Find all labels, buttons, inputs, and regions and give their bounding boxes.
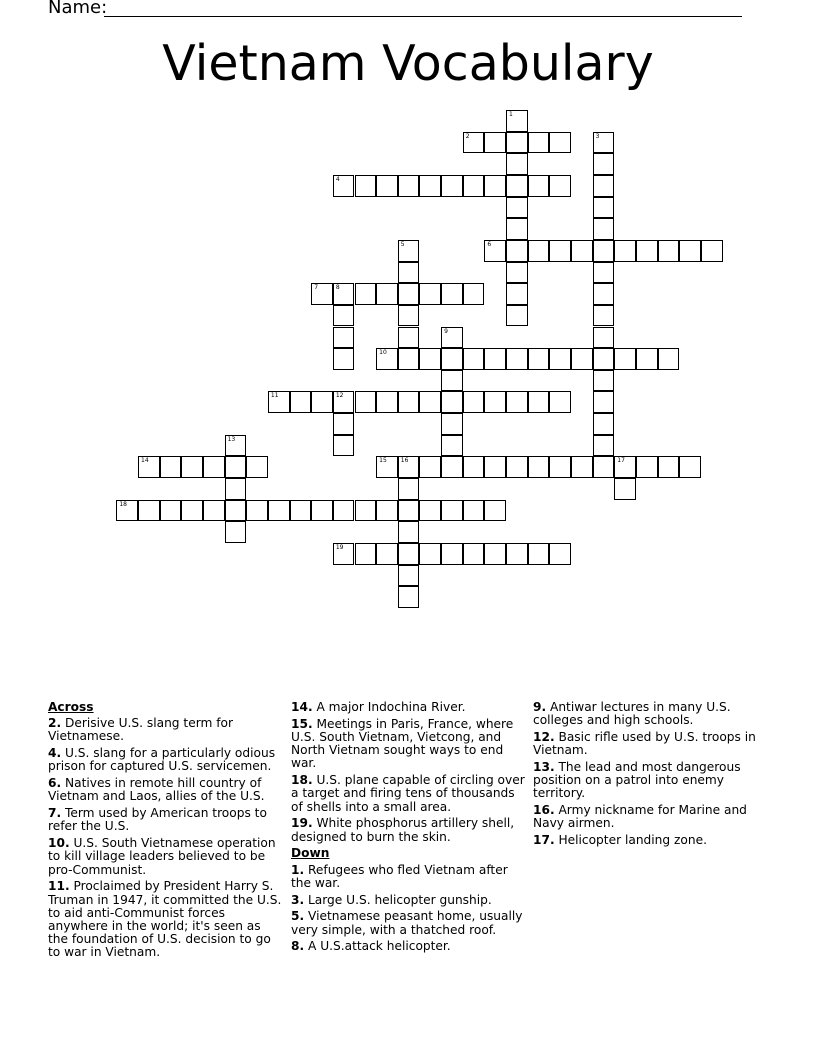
clue-down-3 bbox=[291, 894, 525, 907]
grid-cell[interactable] bbox=[484, 240, 506, 262]
across-heading: Across bbox=[48, 700, 94, 714]
clue-across-18 bbox=[291, 774, 525, 814]
clue-across-2 bbox=[48, 717, 282, 743]
clue-text: A major Indochina River. bbox=[316, 700, 466, 714]
clue-text: Army nickname for Marine and Navy airmen. bbox=[533, 803, 747, 831]
clue-number: 19. bbox=[291, 816, 313, 831]
grid-cell[interactable] bbox=[376, 456, 398, 478]
grid-cell[interactable] bbox=[484, 391, 506, 413]
grid-cell[interactable] bbox=[636, 456, 658, 478]
clue-text: U.S. South Vietnamese operation to kill village leaders believed to be pro-Communist. bbox=[48, 836, 276, 877]
grid-cell[interactable] bbox=[376, 500, 398, 522]
grid-cell[interactable] bbox=[571, 456, 593, 478]
cell-number: 3 bbox=[595, 132, 600, 140]
clue-text: Derisive U.S. slang term for Vietnamese. bbox=[48, 716, 233, 744]
grid-cell[interactable] bbox=[225, 521, 247, 543]
grid-cell[interactable] bbox=[441, 500, 463, 522]
grid-cell[interactable] bbox=[290, 500, 312, 522]
grid-cell[interactable] bbox=[376, 391, 398, 413]
grid-cell[interactable] bbox=[441, 175, 463, 197]
clue-across-11 bbox=[48, 880, 282, 959]
grid-cell[interactable] bbox=[593, 305, 615, 327]
clue-text: U.S. slang for a particularly odious prison for captured U.S. servicemen. bbox=[48, 746, 276, 774]
cell-number: 8 bbox=[335, 284, 340, 292]
grid-cell[interactable] bbox=[160, 500, 182, 522]
grid-cell[interactable] bbox=[333, 175, 355, 197]
clue-text: Helicopter landing zone. bbox=[558, 833, 707, 848]
grid-cell[interactable] bbox=[593, 132, 615, 154]
grid-cell[interactable] bbox=[484, 348, 506, 370]
clue-down-5 bbox=[291, 910, 525, 936]
grid-cell[interactable] bbox=[441, 391, 463, 413]
grid-cell[interactable] bbox=[398, 391, 420, 413]
clue-number: 5. bbox=[291, 909, 305, 924]
grid-cell[interactable] bbox=[506, 197, 528, 219]
grid-cell[interactable] bbox=[333, 500, 355, 522]
grid-cell[interactable] bbox=[419, 283, 441, 305]
clue-across-10 bbox=[48, 837, 282, 877]
grid-cell[interactable] bbox=[571, 240, 593, 262]
grid-cell[interactable] bbox=[441, 413, 463, 435]
grid-cell[interactable] bbox=[658, 348, 680, 370]
clue-text: The lead and most dangerous position on a patrol into enemy territory. bbox=[533, 760, 741, 801]
grid-cell[interactable] bbox=[484, 456, 506, 478]
grid-cell[interactable] bbox=[463, 500, 485, 522]
clue-number: 12. bbox=[533, 730, 555, 744]
cell-number: 5 bbox=[400, 240, 405, 248]
cell-number: 19 bbox=[335, 544, 344, 551]
grid-cell[interactable] bbox=[506, 240, 528, 262]
clue-text: Natives in remote hill country of Vietnam and Laos, allies of the U.S. bbox=[48, 776, 265, 804]
grid-cell[interactable] bbox=[506, 153, 528, 175]
grid-cell[interactable] bbox=[484, 543, 506, 565]
cell-number: 7 bbox=[314, 284, 319, 292]
grid-cell[interactable] bbox=[506, 110, 528, 132]
grid-cell[interactable] bbox=[225, 478, 247, 500]
clue-number: 10. bbox=[48, 836, 70, 851]
grid-cell[interactable] bbox=[528, 132, 550, 154]
grid-cell[interactable] bbox=[614, 478, 636, 500]
grid-cell[interactable] bbox=[225, 456, 247, 478]
grid-cell[interactable] bbox=[593, 413, 615, 435]
clue-down-1 bbox=[291, 864, 525, 890]
grid-cell[interactable] bbox=[506, 348, 528, 370]
grid-cell[interactable] bbox=[593, 435, 615, 457]
clue-number: 2. bbox=[48, 716, 62, 731]
grid-cell[interactable] bbox=[593, 456, 615, 478]
grid-cell[interactable] bbox=[593, 391, 615, 413]
grid-cell[interactable] bbox=[376, 348, 398, 370]
grid-cell[interactable] bbox=[398, 283, 420, 305]
grid-cell[interactable] bbox=[311, 391, 333, 413]
grid-cell[interactable] bbox=[203, 500, 225, 522]
grid-cell[interactable] bbox=[398, 586, 420, 608]
grid-cell[interactable] bbox=[614, 456, 636, 478]
clue-number: 4. bbox=[48, 746, 62, 761]
grid-cell[interactable] bbox=[636, 240, 658, 262]
cell-number: 15 bbox=[379, 457, 387, 465]
clues-column-2 bbox=[291, 701, 525, 957]
grid-cell[interactable] bbox=[441, 327, 463, 349]
grid-cell[interactable] bbox=[614, 240, 636, 262]
cell-number: 6 bbox=[487, 240, 492, 248]
grid-cell[interactable] bbox=[506, 262, 528, 284]
clue-number: 9. bbox=[533, 700, 547, 714]
grid-cell[interactable] bbox=[376, 543, 398, 565]
grid-cell[interactable] bbox=[333, 305, 355, 327]
grid-cell[interactable] bbox=[679, 240, 701, 262]
clue-down-16 bbox=[533, 804, 769, 830]
grid-cell[interactable] bbox=[398, 565, 420, 587]
grid-cell[interactable] bbox=[593, 153, 615, 175]
grid-cell[interactable] bbox=[463, 391, 485, 413]
grid-cell[interactable] bbox=[506, 456, 528, 478]
grid-cell[interactable] bbox=[333, 435, 355, 457]
clue-text: Antiwar lectures in many U.S. colleges and high schools. bbox=[533, 700, 731, 728]
grid-cell[interactable] bbox=[225, 435, 247, 457]
grid-cell[interactable] bbox=[398, 262, 420, 284]
clues-column-1 bbox=[48, 701, 282, 963]
grid-cell[interactable] bbox=[506, 218, 528, 240]
clue-text: Meetings in Paris, France, where U.S. South Vietnam, Vietcong, and North Vietnam sought ways to end war. bbox=[291, 716, 514, 771]
grid-cell[interactable] bbox=[549, 240, 571, 262]
cell-number: 17 bbox=[617, 457, 625, 465]
cell-number: 1 bbox=[509, 111, 513, 118]
cell-number: 11 bbox=[270, 392, 279, 400]
grid-cell[interactable] bbox=[246, 500, 268, 522]
clue-number: 17. bbox=[533, 833, 555, 848]
cell-number: 13 bbox=[227, 435, 236, 443]
grid-cell[interactable] bbox=[484, 175, 506, 197]
grid-cell[interactable] bbox=[506, 543, 528, 565]
cell-number: 14 bbox=[141, 457, 149, 465]
grid-cell[interactable] bbox=[398, 327, 420, 349]
grid-cell[interactable] bbox=[549, 132, 571, 154]
grid-cell[interactable] bbox=[571, 348, 593, 370]
grid-cell[interactable] bbox=[463, 543, 485, 565]
clue-text: White phosphorus artillery shell, designed to burn the skin. bbox=[291, 816, 515, 844]
cell-number: 4 bbox=[335, 175, 340, 183]
grid-cell[interactable] bbox=[506, 391, 528, 413]
grid-cell[interactable] bbox=[138, 500, 160, 522]
grid-cell[interactable] bbox=[593, 175, 615, 197]
grid-cell[interactable] bbox=[484, 132, 506, 154]
grid-cell[interactable] bbox=[484, 500, 506, 522]
grid-cell[interactable] bbox=[376, 283, 398, 305]
grid-cell[interactable] bbox=[549, 456, 571, 478]
grid-cell[interactable] bbox=[463, 456, 485, 478]
clue-number: 16. bbox=[533, 803, 555, 818]
clue-across-6 bbox=[48, 777, 282, 803]
grid-cell[interactable] bbox=[593, 262, 615, 284]
grid-cell[interactable] bbox=[290, 391, 312, 413]
grid-cell[interactable] bbox=[311, 500, 333, 522]
clue-down-8 bbox=[291, 940, 525, 953]
clue-text: Large U.S. helicopter gunship. bbox=[308, 892, 492, 907]
clue-text: Proclaimed by President Harry S. Truman in 1947, it committed the U.S. to aid anti-Communist forces anywhere in the world; it's seen as the foundation of U.S. decision to go to war in Vietnam. bbox=[48, 879, 282, 960]
grid-cell[interactable] bbox=[398, 240, 420, 262]
grid-cell[interactable] bbox=[398, 543, 420, 565]
down-heading: Down bbox=[291, 846, 330, 861]
cell-number: 18 bbox=[119, 500, 127, 508]
grid-cell[interactable] bbox=[333, 543, 355, 565]
grid-cell[interactable] bbox=[463, 283, 485, 305]
grid-cell[interactable] bbox=[658, 240, 680, 262]
grid-cell[interactable] bbox=[441, 348, 463, 370]
grid-cell[interactable] bbox=[506, 132, 528, 154]
grid-cell[interactable] bbox=[181, 456, 203, 478]
clue-number: 14. bbox=[291, 700, 313, 714]
grid-cell[interactable] bbox=[398, 348, 420, 370]
grid-cell[interactable] bbox=[138, 456, 160, 478]
clue-across-19 bbox=[291, 817, 525, 843]
grid-cell[interactable] bbox=[528, 543, 550, 565]
grid-cell[interactable] bbox=[463, 175, 485, 197]
cell-number: 9 bbox=[444, 327, 448, 335]
clue-number: 6. bbox=[48, 776, 62, 791]
grid-cell[interactable] bbox=[398, 175, 420, 197]
grid-cell[interactable] bbox=[528, 348, 550, 370]
grid-cell[interactable] bbox=[441, 370, 463, 392]
grid-cell[interactable] bbox=[333, 283, 355, 305]
grid-cell[interactable] bbox=[614, 348, 636, 370]
cell-number: 2 bbox=[465, 132, 470, 140]
grid-cell[interactable] bbox=[549, 543, 571, 565]
clue-number: 1. bbox=[291, 862, 305, 877]
grid-cell[interactable] bbox=[333, 413, 355, 435]
clue-across-4 bbox=[48, 747, 282, 773]
grid-cell[interactable] bbox=[398, 456, 420, 478]
clue-text: Refugees who fled Vietnam after the war. bbox=[291, 862, 508, 890]
grid-cell[interactable] bbox=[333, 391, 355, 413]
clue-number: 8. bbox=[291, 939, 305, 954]
grid-cell[interactable] bbox=[549, 348, 571, 370]
clue-across-15 bbox=[291, 718, 525, 771]
grid-cell[interactable] bbox=[441, 456, 463, 478]
grid-cell[interactable] bbox=[419, 456, 441, 478]
clue-down-12 bbox=[533, 731, 769, 757]
grid-cell[interactable] bbox=[355, 543, 377, 565]
grid-cell[interactable] bbox=[376, 175, 398, 197]
clue-down-17 bbox=[533, 834, 769, 847]
grid-cell[interactable] bbox=[528, 240, 550, 262]
grid-cell[interactable] bbox=[160, 456, 182, 478]
grid-cell[interactable] bbox=[398, 478, 420, 500]
grid-cell[interactable] bbox=[419, 543, 441, 565]
grid-cell[interactable] bbox=[593, 240, 615, 262]
grid-cell[interactable] bbox=[355, 391, 377, 413]
grid-cell[interactable] bbox=[398, 521, 420, 543]
grid-cell[interactable] bbox=[636, 348, 658, 370]
grid-cell[interactable] bbox=[593, 218, 615, 240]
grid-cell[interactable] bbox=[333, 327, 355, 349]
grid-cell[interactable] bbox=[268, 391, 290, 413]
grid-cell[interactable] bbox=[225, 500, 247, 522]
grid-cell[interactable] bbox=[355, 175, 377, 197]
grid-cell[interactable] bbox=[398, 305, 420, 327]
clue-number: 7. bbox=[48, 806, 62, 821]
grid-cell[interactable] bbox=[549, 175, 571, 197]
clue-across-14 bbox=[291, 701, 525, 714]
clue-text: Vietnamese peasant home, usually very simple, with a thatched roof. bbox=[291, 909, 523, 937]
grid-cell[interactable] bbox=[701, 240, 723, 262]
grid-cell[interactable] bbox=[506, 283, 528, 305]
cell-number: 16 bbox=[400, 457, 409, 465]
clue-text: Basic rifle used by U.S. troops in Vietnam. bbox=[533, 730, 756, 758]
grid-cell[interactable] bbox=[593, 348, 615, 370]
clue-text: U.S. plane capable of circling over a target and firing tens of thousands of shells into a small area. bbox=[291, 773, 525, 814]
grid-cell[interactable] bbox=[441, 435, 463, 457]
grid-cell[interactable] bbox=[463, 132, 485, 154]
grid-cell[interactable] bbox=[528, 391, 550, 413]
grid-cell[interactable] bbox=[355, 283, 377, 305]
clue-text: A U.S.attack helicopter. bbox=[308, 939, 451, 954]
grid-cell[interactable] bbox=[419, 391, 441, 413]
grid-cell[interactable] bbox=[203, 456, 225, 478]
grid-cell[interactable] bbox=[419, 175, 441, 197]
clue-down-13 bbox=[533, 761, 769, 801]
grid-cell[interactable] bbox=[268, 500, 290, 522]
grid-cell[interactable] bbox=[658, 456, 680, 478]
grid-cell[interactable] bbox=[593, 283, 615, 305]
grid-cell[interactable] bbox=[593, 327, 615, 349]
clue-down-9 bbox=[533, 701, 769, 727]
grid-cell[interactable] bbox=[441, 543, 463, 565]
clue-number: 15. bbox=[291, 716, 313, 731]
grid-cell[interactable] bbox=[441, 283, 463, 305]
clue-number: 11. bbox=[48, 879, 70, 894]
grid-cell[interactable] bbox=[506, 305, 528, 327]
cell-number: 12 bbox=[335, 392, 344, 400]
grid-cell[interactable] bbox=[333, 348, 355, 370]
grid-cell[interactable] bbox=[246, 456, 268, 478]
grid-cell[interactable] bbox=[528, 456, 550, 478]
name-label: Name: bbox=[48, 0, 108, 18]
clue-number: 13. bbox=[533, 760, 555, 774]
grid-cell[interactable] bbox=[593, 370, 615, 392]
clue-text: Term used by American troops to refer the U.S. bbox=[48, 806, 267, 834]
grid-cell[interactable] bbox=[355, 500, 377, 522]
grid-cell[interactable] bbox=[463, 348, 485, 370]
grid-cell[interactable] bbox=[506, 175, 528, 197]
grid-cell[interactable] bbox=[116, 500, 138, 522]
clue-number: 3. bbox=[291, 892, 305, 907]
grid-cell[interactable] bbox=[528, 175, 550, 197]
grid-cell[interactable] bbox=[181, 500, 203, 522]
grid-cell[interactable] bbox=[679, 456, 701, 478]
grid-cell[interactable] bbox=[311, 283, 333, 305]
grid-cell[interactable] bbox=[419, 500, 441, 522]
cell-number: 10 bbox=[379, 349, 387, 357]
clues-column-3 bbox=[533, 701, 769, 851]
page-title: Vietnam Vocabulary bbox=[162, 35, 654, 92]
grid-cell[interactable] bbox=[419, 348, 441, 370]
clue-number: 18. bbox=[291, 773, 313, 788]
grid-cell[interactable] bbox=[549, 391, 571, 413]
grid-cell[interactable] bbox=[398, 500, 420, 522]
grid-cell[interactable] bbox=[593, 197, 615, 219]
clue-across-7 bbox=[48, 807, 282, 833]
